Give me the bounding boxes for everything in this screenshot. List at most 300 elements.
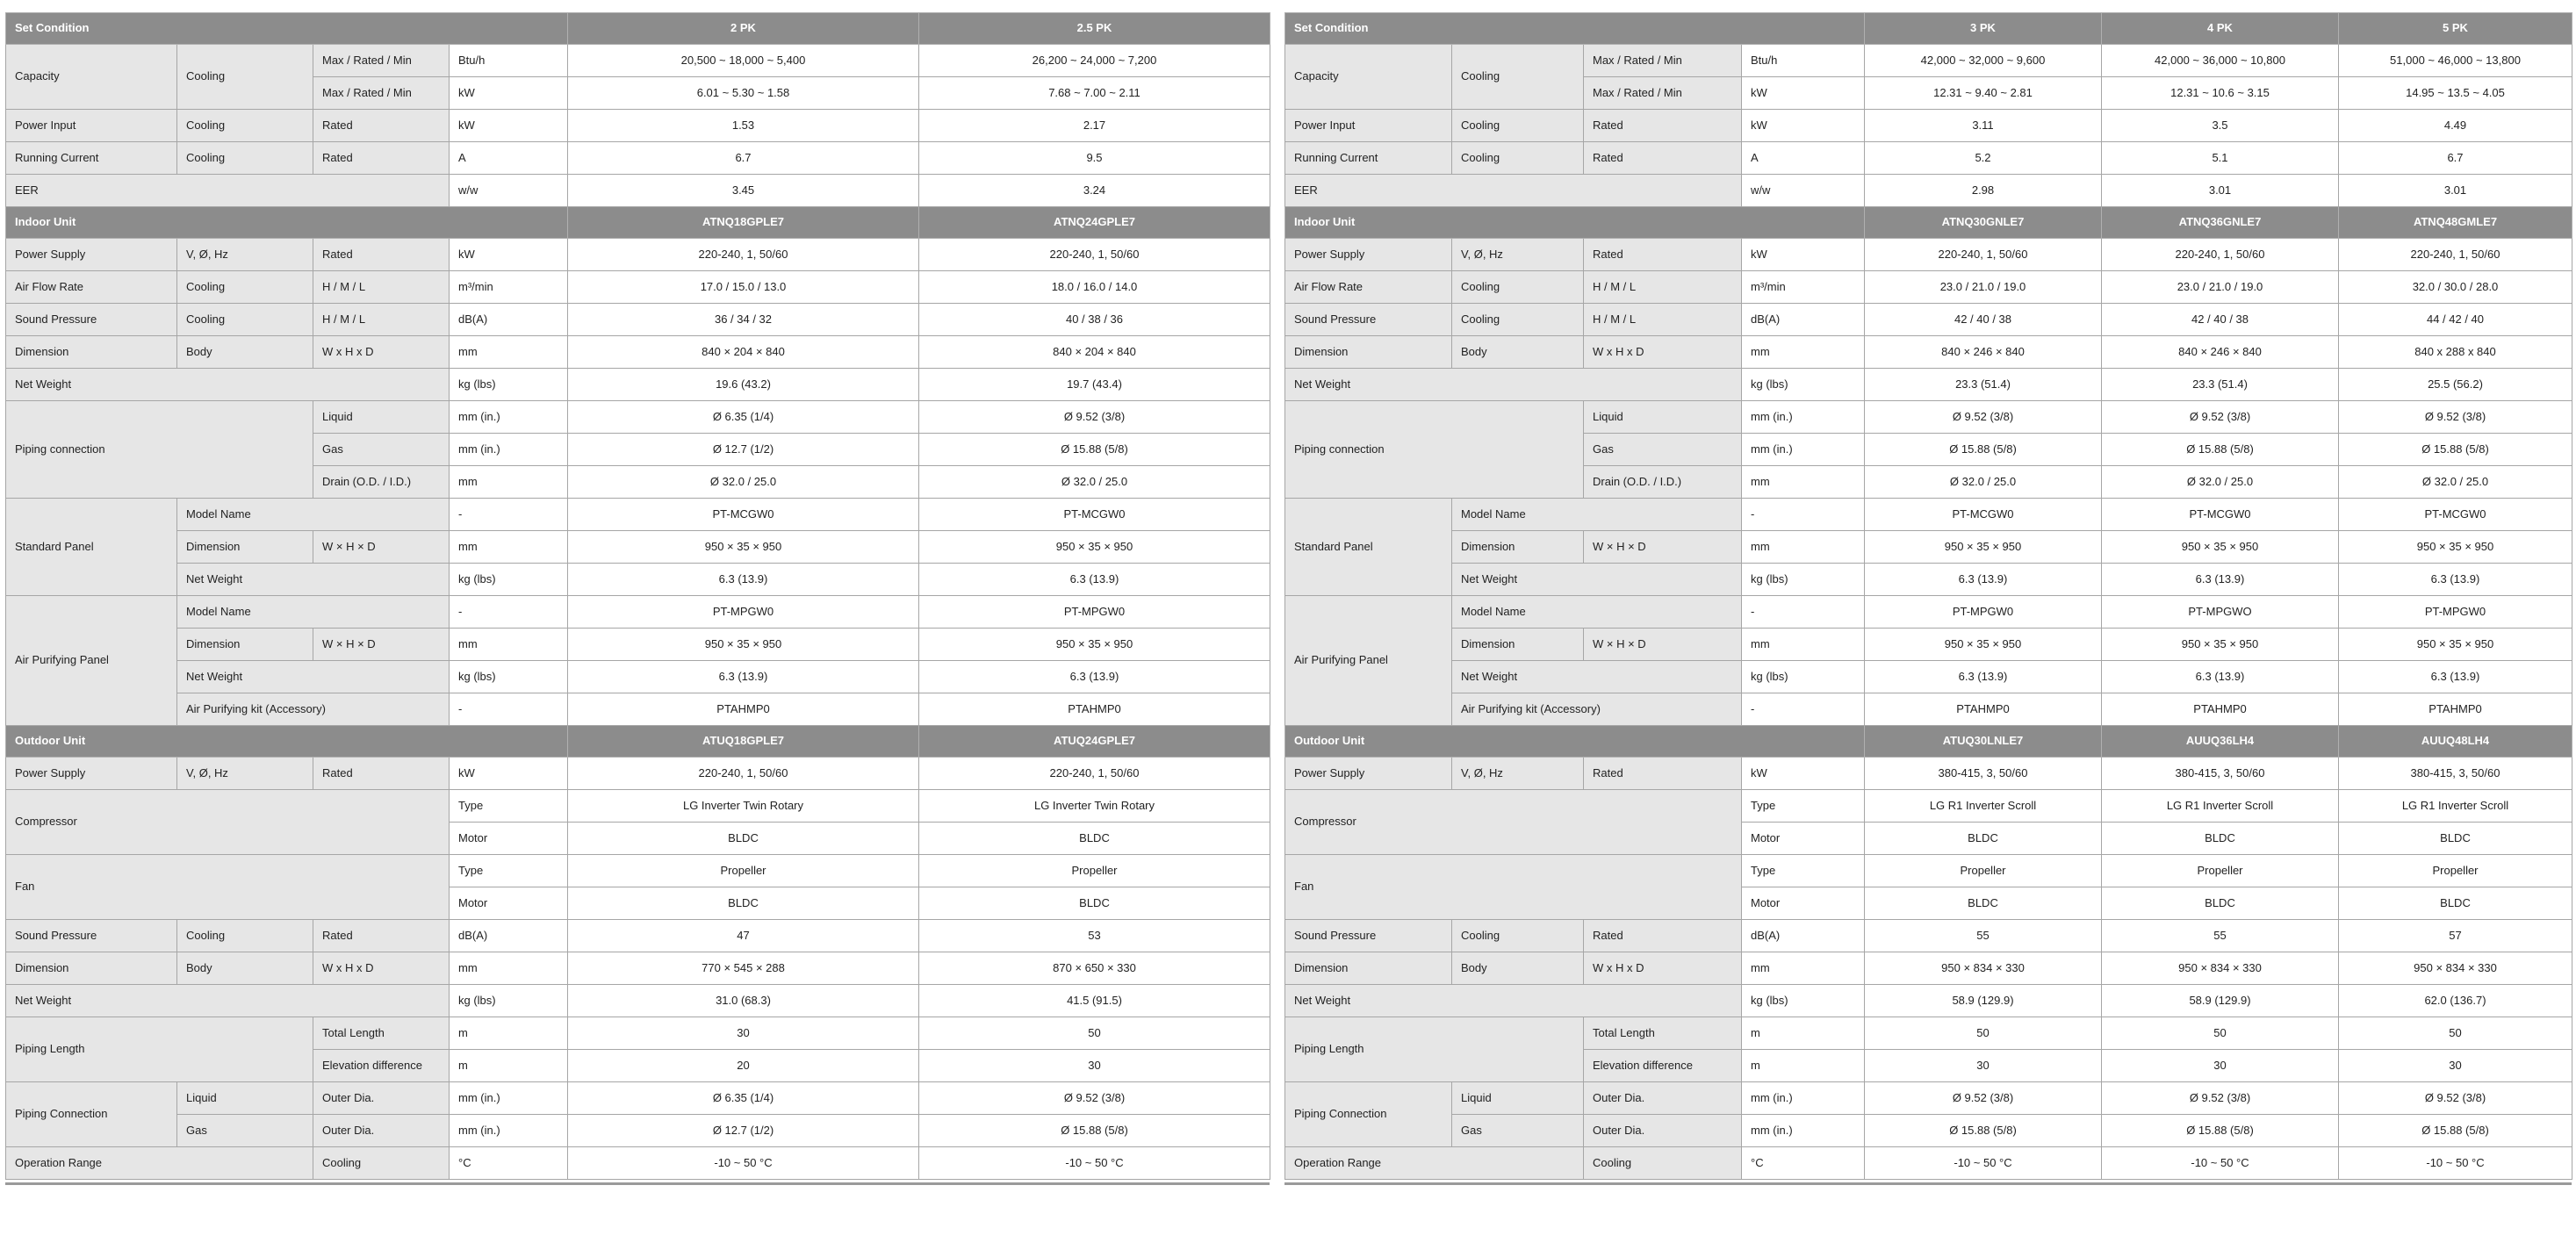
table-row: [1285, 1147, 2572, 1180]
cell-mm: mm: [450, 629, 568, 661]
cell-6-35-1-4: Ø 6.35 (1/4): [568, 401, 919, 434]
cell-30: 30: [919, 1050, 1270, 1082]
cell-body: Body: [1452, 952, 1584, 985]
cell-3-24: 3.24: [919, 175, 1270, 207]
cell-30: 30: [2102, 1050, 2339, 1082]
section-cell-auuq48lh4: AUUQ48LH4: [2339, 726, 2572, 758]
cell-outer-dia: Outer Dia.: [1584, 1082, 1742, 1115]
cell-sound-pressure: Sound Pressure: [6, 920, 177, 952]
cell-pt-mcgw0: PT-MCGW0: [1865, 499, 2102, 531]
cell-net-weight: Net Weight: [1452, 661, 1742, 693]
cell-950-35-950: 950 × 35 × 950: [2339, 531, 2572, 564]
cell-50: 50: [1865, 1017, 2102, 1050]
cell-950-35-950: 950 × 35 × 950: [568, 629, 919, 661]
cell-47: 47: [568, 920, 919, 952]
cell-kg-lbs: kg (lbs): [1742, 369, 1865, 401]
cell-liquid: Liquid: [1452, 1082, 1584, 1115]
cell-kg-lbs: kg (lbs): [1742, 661, 1865, 693]
cell-db-a: dB(A): [450, 304, 568, 336]
cell-cooling: Cooling: [177, 110, 313, 142]
cell-lg-inverter-twin-rotary: LG Inverter Twin Rotary: [568, 790, 919, 823]
section-cell-3-pk: 3 PK: [1865, 13, 2102, 45]
cell-12-31-10-6-3-15: 12.31 ~ 10.6 ~ 3.15: [2102, 77, 2339, 110]
cell-power-input: Power Input: [1285, 110, 1452, 142]
cell-type: Type: [1742, 855, 1865, 887]
cell-pt-mcgw0: PT-MCGW0: [568, 499, 919, 531]
cell-cooling: Cooling: [1452, 271, 1584, 304]
table-row: [6, 336, 1270, 369]
cell-m: m: [1742, 1050, 1865, 1082]
cell-rated: Rated: [313, 920, 450, 952]
cell-220-240-1-50-60: 220-240, 1, 50/60: [2339, 239, 2572, 271]
cell-running-current: Running Current: [6, 142, 177, 175]
cell-type: Type: [450, 855, 568, 887]
cell-pt-mpgw0: PT-MPGW0: [1865, 596, 2102, 629]
section-cell-outdoor-unit: Outdoor Unit: [1285, 726, 1865, 758]
cell-standard-panel: Standard Panel: [1285, 499, 1452, 596]
cell-cell: -: [1742, 596, 1865, 629]
cell-mm: mm: [450, 952, 568, 985]
cell-mm-in: mm (in.): [1742, 401, 1865, 434]
cell-15-88-5-8: Ø 15.88 (5/8): [1865, 1115, 2102, 1147]
cell-870-650-330: 870 × 650 × 330: [919, 952, 1270, 985]
cell-cell: -: [450, 693, 568, 726]
table-row: [6, 369, 1270, 401]
cell-26-200-24-000-7-200: 26,200 ~ 24,000 ~ 7,200: [919, 45, 1270, 77]
cell-net-weight: Net Weight: [1285, 985, 1742, 1017]
section-header-row: [6, 726, 1270, 758]
table-row: [1285, 1115, 2572, 1147]
cell-lg-inverter-twin-rotary: LG Inverter Twin Rotary: [919, 790, 1270, 823]
cell-mm-in: mm (in.): [450, 1115, 568, 1147]
cell-bldc: BLDC: [919, 823, 1270, 855]
cell-power-supply: Power Supply: [1285, 758, 1452, 790]
cell-kg-lbs: kg (lbs): [450, 985, 568, 1017]
section-cell-atuq18gple7: ATUQ18GPLE7: [568, 726, 919, 758]
cell-propeller: Propeller: [2339, 855, 2572, 887]
cell-w-h-d: W × H × D: [1584, 629, 1742, 661]
cell-4-49: 4.49: [2339, 110, 2572, 142]
cell-piping-connection: Piping connection: [1285, 401, 1584, 499]
cell-ptahmp0: PTAHMP0: [919, 693, 1270, 726]
cell-capacity: Capacity: [6, 45, 177, 110]
cell-kw: kW: [450, 239, 568, 271]
cell-6-3-13-9: 6.3 (13.9): [1865, 661, 2102, 693]
cell-20-500-18-000-5-400: 20,500 ~ 18,000 ~ 5,400: [568, 45, 919, 77]
cell-w-x-h-x-d: W x H x D: [313, 952, 450, 985]
cell-3-5: 3.5: [2102, 110, 2339, 142]
table-row: [1285, 45, 2572, 77]
cell-9-52-3-8: Ø 9.52 (3/8): [2339, 1082, 2572, 1115]
cell-42-40-38: 42 / 40 / 38: [2102, 304, 2339, 336]
cell-type: Type: [450, 790, 568, 823]
cell-220-240-1-50-60: 220-240, 1, 50/60: [2102, 239, 2339, 271]
cell-power-supply: Power Supply: [6, 758, 177, 790]
table-row: [1285, 758, 2572, 790]
cell-bldc: BLDC: [2339, 887, 2572, 920]
cell-gas: Gas: [1584, 434, 1742, 466]
cell-air-purifying-kit-accessory: Air Purifying kit (Accessory): [1452, 693, 1742, 726]
cell-mm: mm: [1742, 531, 1865, 564]
cell-40-38-36: 40 / 38 / 36: [919, 304, 1270, 336]
cell-31-0-68-3: 31.0 (68.3): [568, 985, 919, 1017]
cell-v-hz: V, Ø, Hz: [1452, 758, 1584, 790]
cell-outer-dia: Outer Dia.: [313, 1115, 450, 1147]
cell-cooling: Cooling: [1452, 304, 1584, 336]
cell-propeller: Propeller: [568, 855, 919, 887]
cell-6-7: 6.7: [568, 142, 919, 175]
cell-air-flow-rate: Air Flow Rate: [1285, 271, 1452, 304]
cell-220-240-1-50-60: 220-240, 1, 50/60: [568, 239, 919, 271]
section-cell-atuq24gple7: ATUQ24GPLE7: [919, 726, 1270, 758]
cell-6-35-1-4: Ø 6.35 (1/4): [568, 1082, 919, 1115]
cell-drain-o-d-i-d: Drain (O.D. / I.D.): [313, 466, 450, 499]
cell-net-weight: Net Weight: [6, 985, 450, 1017]
cell-10-50-c: -10 ~ 50 °C: [919, 1147, 1270, 1180]
cell-bldc: BLDC: [919, 887, 1270, 920]
cell-50: 50: [2339, 1017, 2572, 1050]
cell-running-current: Running Current: [1285, 142, 1452, 175]
cell-power-supply: Power Supply: [6, 239, 177, 271]
section-cell-set-condition: Set Condition: [6, 13, 568, 45]
cell-840-246-840: 840 × 246 × 840: [1865, 336, 2102, 369]
section-cell-atnq36gnle7: ATNQ36GNLE7: [2102, 207, 2339, 239]
cell-w-h-d: W × H × D: [313, 629, 450, 661]
cell-ptahmp0: PTAHMP0: [2102, 693, 2339, 726]
table-row: [6, 790, 1270, 823]
cell-model-name: Model Name: [1452, 596, 1742, 629]
table-row: [1285, 596, 2572, 629]
cell-mm: mm: [450, 466, 568, 499]
cell-9-5: 9.5: [919, 142, 1270, 175]
cell-840-x-288-x-840: 840 x 288 x 840: [2339, 336, 2572, 369]
table-row: [1285, 790, 2572, 823]
cell-c: °C: [450, 1147, 568, 1180]
cell-18-0-16-0-14-0: 18.0 / 16.0 / 14.0: [919, 271, 1270, 304]
cell-eer: EER: [1285, 175, 1742, 207]
cell-mm: mm: [450, 336, 568, 369]
cell-gas: Gas: [313, 434, 450, 466]
table-row: [1285, 920, 2572, 952]
cell-rated: Rated: [1584, 110, 1742, 142]
cell-17-0-15-0-13-0: 17.0 / 15.0 / 13.0: [568, 271, 919, 304]
table-row: [1285, 985, 2572, 1017]
table-row: [6, 758, 1270, 790]
section-cell-indoor-unit: Indoor Unit: [6, 207, 568, 239]
table-row: [6, 629, 1270, 661]
cell-piping-connection: Piping Connection: [1285, 1082, 1452, 1147]
spec-table-left: [5, 12, 1270, 1180]
cell-pt-mcgw0: PT-MCGW0: [2339, 499, 2572, 531]
cell-motor: Motor: [450, 823, 568, 855]
cell-rated: Rated: [313, 758, 450, 790]
cell-db-a: dB(A): [450, 920, 568, 952]
section-cell-set-condition: Set Condition: [1285, 13, 1865, 45]
cell-50: 50: [2102, 1017, 2339, 1050]
cell-9-52-3-8: Ø 9.52 (3/8): [2102, 401, 2339, 434]
cell-lg-r1-inverter-scroll: LG R1 Inverter Scroll: [2339, 790, 2572, 823]
cell-12-7-1-2: Ø 12.7 (1/2): [568, 434, 919, 466]
spec-table-right: [1284, 12, 2572, 1180]
cell-c: °C: [1742, 1147, 1865, 1180]
cell-a: A: [1742, 142, 1865, 175]
cell-body: Body: [1452, 336, 1584, 369]
section-header-row: [6, 207, 1270, 239]
cell-cooling: Cooling: [1452, 142, 1584, 175]
cell-62-0-136-7: 62.0 (136.7): [2339, 985, 2572, 1017]
cell-sound-pressure: Sound Pressure: [1285, 304, 1452, 336]
spec-sheet-left: [5, 12, 1270, 1180]
section-cell-2-pk: 2 PK: [568, 13, 919, 45]
cell-operation-range: Operation Range: [6, 1147, 313, 1180]
cell-propeller: Propeller: [2102, 855, 2339, 887]
cell-kg-lbs: kg (lbs): [1742, 985, 1865, 1017]
cell-pt-mpgw0: PT-MPGW0: [919, 596, 1270, 629]
cell-6-3-13-9: 6.3 (13.9): [568, 564, 919, 596]
cell-cell: -: [450, 596, 568, 629]
cell-220-240-1-50-60: 220-240, 1, 50/60: [919, 758, 1270, 790]
cell-840-246-840: 840 × 246 × 840: [2102, 336, 2339, 369]
cell-950-35-950: 950 × 35 × 950: [2339, 629, 2572, 661]
cell-cooling: Cooling: [177, 920, 313, 952]
cell-m: m: [1742, 1017, 1865, 1050]
table-row: [6, 661, 1270, 693]
cell-950-834-330: 950 × 834 × 330: [2102, 952, 2339, 985]
table-row: [6, 1115, 1270, 1147]
section-cell-atnq48gmle7: ATNQ48GMLE7: [2339, 207, 2572, 239]
cell-piping-length: Piping Length: [6, 1017, 313, 1082]
cell-w-h-d: W × H × D: [313, 531, 450, 564]
table-row: [6, 401, 1270, 434]
cell-body: Body: [177, 336, 313, 369]
cell-9-52-3-8: Ø 9.52 (3/8): [1865, 1082, 2102, 1115]
section-header-row: [1285, 726, 2572, 758]
cell-model-name: Model Name: [177, 499, 450, 531]
cell-propeller: Propeller: [1865, 855, 2102, 887]
cell-max-rated-min: Max / Rated / Min: [1584, 45, 1742, 77]
cell-max-rated-min: Max / Rated / Min: [313, 77, 450, 110]
cell-kw: kW: [1742, 110, 1865, 142]
cell-10-50-c: -10 ~ 50 °C: [568, 1147, 919, 1180]
cell-cell: -: [450, 499, 568, 531]
cell-51-000-46-000-13-800: 51,000 ~ 46,000 ~ 13,800: [2339, 45, 2572, 77]
cell-v-hz: V, Ø, Hz: [177, 239, 313, 271]
cell-sound-pressure: Sound Pressure: [1285, 920, 1452, 952]
section-cell-outdoor-unit: Outdoor Unit: [6, 726, 568, 758]
cell-6-3-13-9: 6.3 (13.9): [919, 661, 1270, 693]
cell-capacity: Capacity: [1285, 45, 1452, 110]
cell-lg-r1-inverter-scroll: LG R1 Inverter Scroll: [2102, 790, 2339, 823]
cell-3-01: 3.01: [2102, 175, 2339, 207]
cell-cell: -: [1742, 693, 1865, 726]
cell-mm: mm: [1742, 336, 1865, 369]
table-row: [6, 110, 1270, 142]
cell-15-88-5-8: Ø 15.88 (5/8): [919, 434, 1270, 466]
cell-kw: kW: [1742, 758, 1865, 790]
cell-mm-in: mm (in.): [450, 401, 568, 434]
cell-53: 53: [919, 920, 1270, 952]
cell-w-w: w/w: [1742, 175, 1865, 207]
cell-5-2: 5.2: [1865, 142, 2102, 175]
cell-15-88-5-8: Ø 15.88 (5/8): [2339, 1115, 2572, 1147]
table-row: [1285, 336, 2572, 369]
cell-bldc: BLDC: [2102, 823, 2339, 855]
cell-mm: mm: [1742, 629, 1865, 661]
cell-15-88-5-8: Ø 15.88 (5/8): [1865, 434, 2102, 466]
section-cell-auuq36lh4: AUUQ36LH4: [2102, 726, 2339, 758]
cell-eer: EER: [6, 175, 450, 207]
cell-air-purifying-panel: Air Purifying Panel: [1285, 596, 1452, 726]
cell-cooling: Cooling: [177, 45, 313, 110]
cell-42-40-38: 42 / 40 / 38: [1865, 304, 2102, 336]
cell-db-a: dB(A): [1742, 304, 1865, 336]
cell-a: A: [450, 142, 568, 175]
cell-30: 30: [568, 1017, 919, 1050]
cell-220-240-1-50-60: 220-240, 1, 50/60: [1865, 239, 2102, 271]
table-row: [1285, 1082, 2572, 1115]
cell-9-52-3-8: Ø 9.52 (3/8): [2102, 1082, 2339, 1115]
cell-ptahmp0: PTAHMP0: [1865, 693, 2102, 726]
table-row: [6, 1147, 1270, 1180]
table-row: [6, 952, 1270, 985]
cell-compressor: Compressor: [6, 790, 450, 855]
table-row: [1285, 952, 2572, 985]
cell-gas: Gas: [1452, 1115, 1584, 1147]
table-row: [6, 596, 1270, 629]
cell-6-01-5-30-1-58: 6.01 ~ 5.30 ~ 1.58: [568, 77, 919, 110]
cell-m: m: [450, 1017, 568, 1050]
table-row: [1285, 271, 2572, 304]
section-header-row: [1285, 13, 2572, 45]
cell-cooling: Cooling: [177, 304, 313, 336]
cell-w-h-d: W × H × D: [1584, 531, 1742, 564]
cell-kg-lbs: kg (lbs): [1742, 564, 1865, 596]
cell-h-m-l: H / M / L: [313, 271, 450, 304]
cell-10-50-c: -10 ~ 50 °C: [2102, 1147, 2339, 1180]
cell-type: Type: [1742, 790, 1865, 823]
cell-lg-r1-inverter-scroll: LG R1 Inverter Scroll: [1865, 790, 2102, 823]
cell-m: m: [450, 1050, 568, 1082]
cell-gas: Gas: [177, 1115, 313, 1147]
cell-32-0-30-0-28-0: 32.0 / 30.0 / 28.0: [2339, 271, 2572, 304]
table-row: [6, 142, 1270, 175]
cell-12-7-1-2: Ø 12.7 (1/2): [568, 1115, 919, 1147]
section-cell-atnq30gnle7: ATNQ30GNLE7: [1865, 207, 2102, 239]
cell-air-purifying-panel: Air Purifying Panel: [6, 596, 177, 726]
cell-db-a: dB(A): [1742, 920, 1865, 952]
cell-h-m-l: H / M / L: [313, 304, 450, 336]
cell-motor: Motor: [1742, 823, 1865, 855]
cell-6-3-13-9: 6.3 (13.9): [2339, 564, 2572, 596]
cell-6-3-13-9: 6.3 (13.9): [2102, 661, 2339, 693]
cell-32-0-25-0: Ø 32.0 / 25.0: [2102, 466, 2339, 499]
cell-bldc: BLDC: [568, 887, 919, 920]
cell-14-95-13-5-4-05: 14.95 ~ 13.5 ~ 4.05: [2339, 77, 2572, 110]
section-cell-2-5-pk: 2.5 PK: [919, 13, 1270, 45]
table-row: [1285, 304, 2572, 336]
table-row: [6, 564, 1270, 596]
cell-h-m-l: H / M / L: [1584, 271, 1742, 304]
cell-cooling: Cooling: [1452, 920, 1584, 952]
cell-220-240-1-50-60: 220-240, 1, 50/60: [568, 758, 919, 790]
cell-25-5-56-2: 25.5 (56.2): [2339, 369, 2572, 401]
cell-fan: Fan: [1285, 855, 1742, 920]
cell-950-834-330: 950 × 834 × 330: [2339, 952, 2572, 985]
section-cell-atnq24gple7: ATNQ24GPLE7: [919, 207, 1270, 239]
table-row: [1285, 531, 2572, 564]
cell-rated: Rated: [313, 110, 450, 142]
cell-840-204-840: 840 × 204 × 840: [568, 336, 919, 369]
cell-max-rated-min: Max / Rated / Min: [1584, 77, 1742, 110]
section-header-row: [6, 13, 1270, 45]
cell-air-purifying-kit-accessory: Air Purifying kit (Accessory): [177, 693, 450, 726]
cell-bldc: BLDC: [568, 823, 919, 855]
cell-mm-in: mm (in.): [1742, 1115, 1865, 1147]
cell-kw: kW: [450, 77, 568, 110]
table-row: [1285, 175, 2572, 207]
cell-bldc: BLDC: [1865, 823, 2102, 855]
table-row: [6, 175, 1270, 207]
table-row: [1285, 661, 2572, 693]
cell-dimension: Dimension: [6, 952, 177, 985]
cell-9-52-3-8: Ø 9.52 (3/8): [919, 401, 1270, 434]
cell-mm: mm: [1742, 466, 1865, 499]
cell-6-3-13-9: 6.3 (13.9): [919, 564, 1270, 596]
cell-w-w: w/w: [450, 175, 568, 207]
cell-10-50-c: -10 ~ 50 °C: [2339, 1147, 2572, 1180]
cell-v-hz: V, Ø, Hz: [177, 758, 313, 790]
cell-32-0-25-0: Ø 32.0 / 25.0: [1865, 466, 2102, 499]
cell-mm-in: mm (in.): [1742, 1082, 1865, 1115]
cell-30: 30: [2339, 1050, 2572, 1082]
cell-w-x-h-x-d: W x H x D: [1584, 952, 1742, 985]
table-row: [1285, 564, 2572, 596]
table-row: [1285, 401, 2572, 434]
cell-2-17: 2.17: [919, 110, 1270, 142]
cell-ptahmp0: PTAHMP0: [2339, 693, 2572, 726]
cell-btu-h: Btu/h: [1742, 45, 1865, 77]
cell-pt-mcgw0: PT-MCGW0: [919, 499, 1270, 531]
cell-42-000-32-000-9-600: 42,000 ~ 32,000 ~ 9,600: [1865, 45, 2102, 77]
cell-bldc: BLDC: [1865, 887, 2102, 920]
table-row: [1285, 693, 2572, 726]
cell-32-0-25-0: Ø 32.0 / 25.0: [568, 466, 919, 499]
cell-motor: Motor: [1742, 887, 1865, 920]
cell-ptahmp0: PTAHMP0: [568, 693, 919, 726]
cell-net-weight: Net Weight: [6, 369, 450, 401]
cell-950-35-950: 950 × 35 × 950: [2102, 629, 2339, 661]
cell-380-415-3-50-60: 380-415, 3, 50/60: [2339, 758, 2572, 790]
cell-net-weight: Net Weight: [177, 564, 450, 596]
cell-6-3-13-9: 6.3 (13.9): [1865, 564, 2102, 596]
cell-liquid: Liquid: [1584, 401, 1742, 434]
cell-15-88-5-8: Ø 15.88 (5/8): [2339, 434, 2572, 466]
cell-6-3-13-9: 6.3 (13.9): [568, 661, 919, 693]
cell-3-01: 3.01: [2339, 175, 2572, 207]
cell-dimension: Dimension: [1285, 336, 1452, 369]
cell-standard-panel: Standard Panel: [6, 499, 177, 596]
section-cell-indoor-unit: Indoor Unit: [1285, 207, 1865, 239]
cell-58-9-129-9: 58.9 (129.9): [2102, 985, 2339, 1017]
cell-outer-dia: Outer Dia.: [313, 1082, 450, 1115]
cell-cooling: Cooling: [1452, 110, 1584, 142]
cell-rated: Rated: [1584, 239, 1742, 271]
cell-rated: Rated: [313, 142, 450, 175]
cell-cooling: Cooling: [313, 1147, 450, 1180]
cell-pt-mpgw0: PT-MPGW0: [2339, 596, 2572, 629]
cell-body: Body: [177, 952, 313, 985]
cell-power-supply: Power Supply: [1285, 239, 1452, 271]
